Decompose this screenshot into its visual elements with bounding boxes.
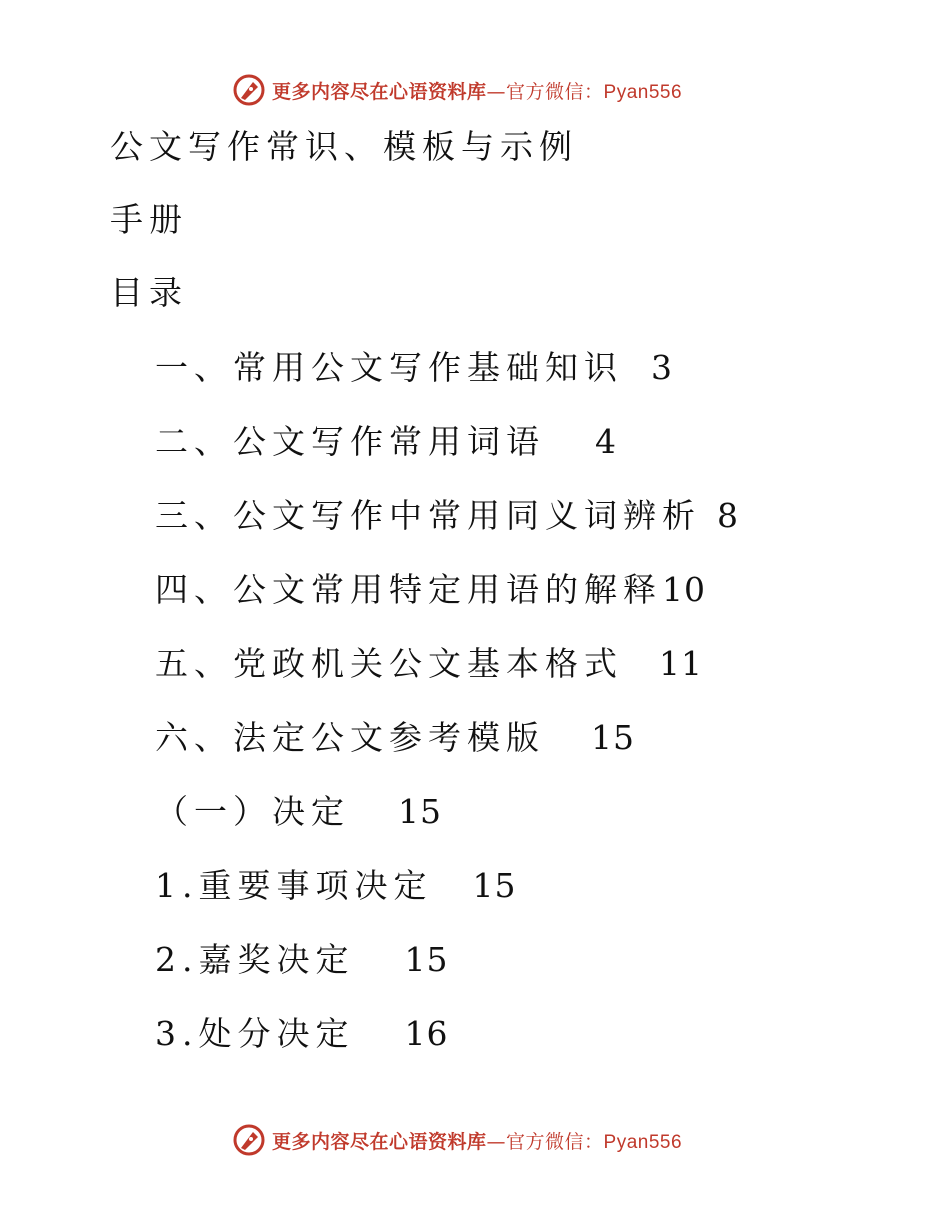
toc-item-page: 11 <box>659 644 703 683</box>
footer-banner-dash: — <box>486 1130 507 1153</box>
toc-item-label: 一、常用公文写作基础知识 <box>155 348 623 387</box>
toc-heading: 目录 <box>110 273 188 312</box>
footer-banner-text <box>272 1127 682 1154</box>
toc-item-page: 15 <box>404 940 449 979</box>
toc-item <box>155 866 517 905</box>
document-title-line2: 手册 <box>110 200 188 239</box>
toc-item <box>155 644 703 683</box>
toc-item-label: 五、党政机关公文基本格式 <box>155 644 623 683</box>
header-banner-main: 更多内容尽在心语资料库 <box>272 80 487 103</box>
header-banner <box>232 70 682 110</box>
header-banner-label: 官方微信： <box>506 80 604 103</box>
footer-banner-label: 官方微信： <box>506 1130 604 1153</box>
toc-item-page: 15 <box>591 718 635 757</box>
toc-item <box>155 792 442 831</box>
toc-item-page: 8 <box>717 496 739 535</box>
toc-item-page: 15 <box>472 866 517 905</box>
toc-item-page: 3 <box>651 348 673 387</box>
toc-item-page: 4 <box>595 422 617 461</box>
footer-banner-wechat: Pyan556 <box>603 1131 683 1153</box>
toc-item-label: 1.重要事项决定 <box>155 866 433 905</box>
toc-item-label: 二、公文写作常用词语 <box>155 422 545 461</box>
toc-item-label: 四、公文常用特定用语的解释 <box>155 570 662 609</box>
toc-item-page: 15 <box>398 792 442 831</box>
toc-item <box>155 348 673 387</box>
toc-item-page: 16 <box>404 1014 449 1053</box>
toc-item-label: （一）决定 <box>155 792 350 831</box>
toc-item <box>155 1014 449 1053</box>
toc-item <box>155 422 617 461</box>
toc-item <box>155 940 449 979</box>
toc-item <box>155 496 739 535</box>
toc-item-label: 三、公文写作中常用同义词辨析 <box>155 496 701 535</box>
toc-item-label: 3.处分决定 <box>155 1014 355 1053</box>
footer-banner <box>232 1120 682 1160</box>
header-banner-dash: — <box>486 80 507 103</box>
toc-item-page: 10 <box>662 570 706 609</box>
pen-nib-logo-icon <box>232 1123 266 1157</box>
pen-nib-logo-icon <box>232 73 266 107</box>
header-banner-text <box>272 77 682 104</box>
footer-banner-main: 更多内容尽在心语资料库 <box>272 1130 487 1153</box>
toc-item <box>155 718 635 757</box>
toc-item-label: 2.嘉奖决定 <box>155 940 355 979</box>
toc-item-label: 六、法定公文参考模版 <box>155 718 545 757</box>
document-title-line1: 公文写作常识、模板与示例 <box>110 127 578 166</box>
header-banner-wechat: Pyan556 <box>603 81 683 103</box>
toc-item <box>155 570 706 609</box>
